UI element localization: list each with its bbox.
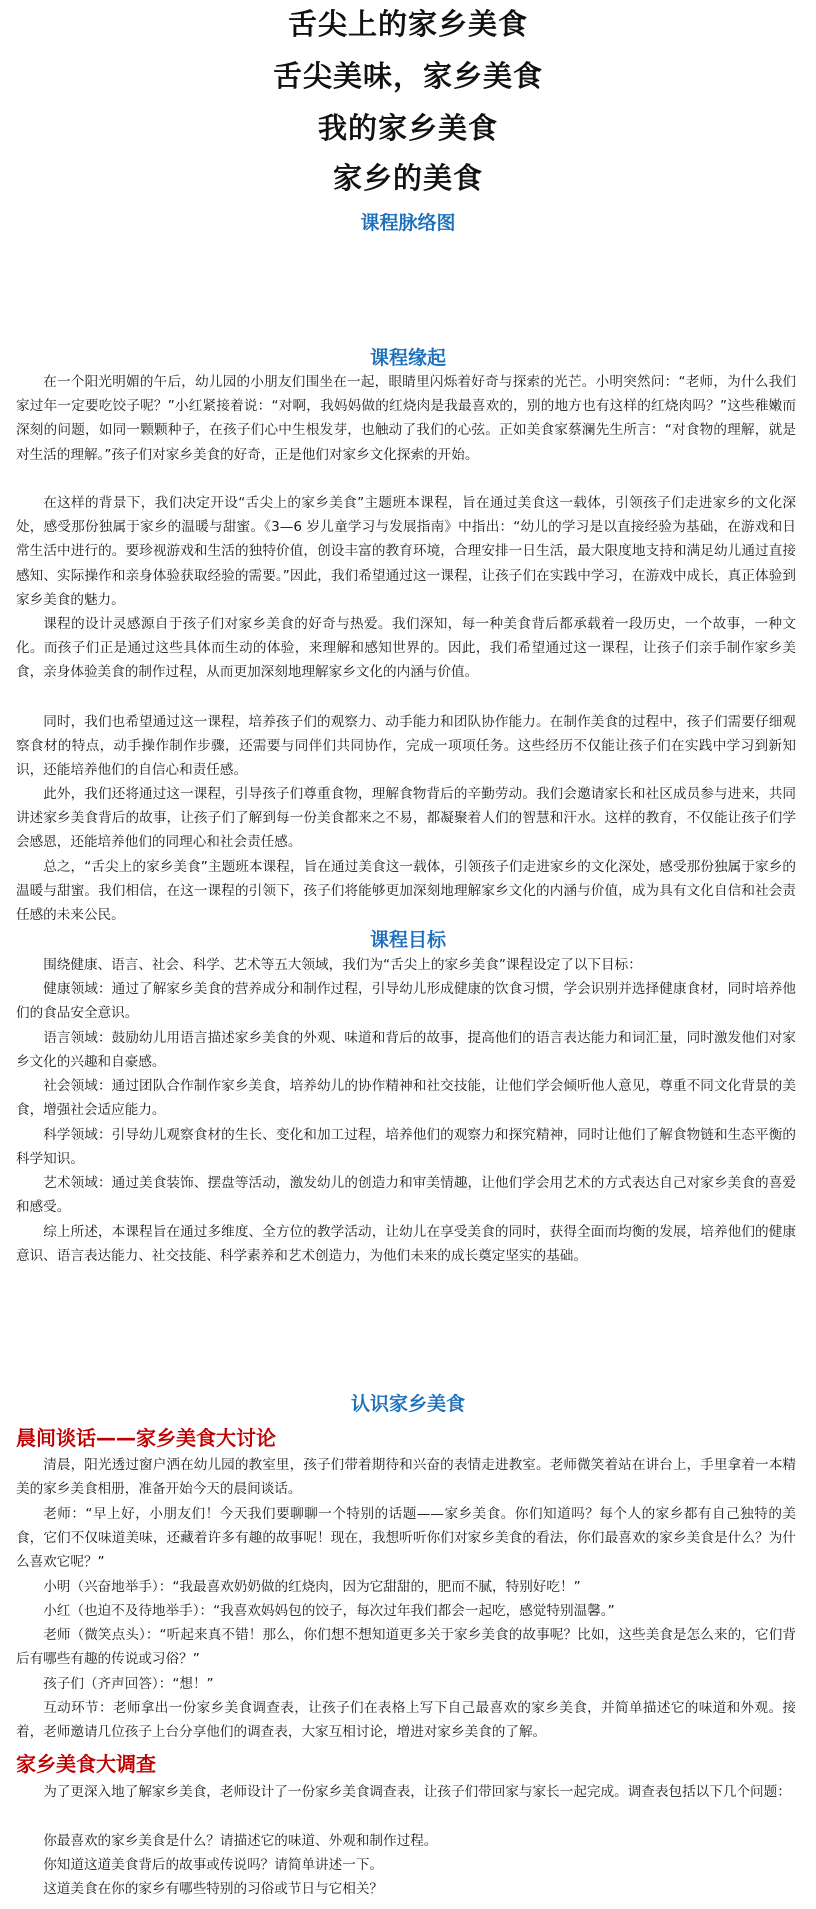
origin-paragraph-1: 在一个阳光明媚的午后，幼儿园的小朋友们围坐在一起，眼睛里闪烁着好奇与探索的光芒。小明突然问：“老师，为什么我们家过年一定要吃饺子呢？”小红紧接着说：“对啊，我妈妈做的红烧肉是我最喜欢的，别的地方也有这样的红烧肉吗？”这些稚嫩而深刻的问题，如同一颗颗种子，在孩子们心中生根发芽，也触动了我们的心弦。正如美食家蔡澜先生所言：“对食物的理解，就是对生活的理解。”孩子们对家乡美食的好奇，正是他们对家乡文化探索的开始。 [16,374,796,463]
course-map-heading: 课程脉络图 [360,212,456,234]
morning-talk-teacher-2: 老师（微笑点头）：“听起来真不错！那么，你们想不想知道更多关于家乡美食的故事呢？比如，这些美食是怎么来的，它们背后有哪些有趣的传说或习俗？” [16,1627,796,1668]
goal-science: 科学领域：引导幼儿观察食材的生长、变化和加工过程，培养他们的观察力和探究精神，同时让他们了解食物链和生态平衡的科学知识。 [16,1127,796,1168]
origin-paragraph-5: 此外，我们还将通过这一课程，引导孩子们尊重食物，理解食物背后的辛勤劳动。我们会邀请家长和社区成员参与进来，共同讲述家乡美食背后的故事，让孩子们了解到每一份美食都来之不易，都凝聚着人们的智慧和汗水。这样的教育，不仅能让孩子们学会感恩，还能培养他们的同理心和社会责任感。 [16,786,796,851]
survey-question-2: 你知道这道美食背后的故事或传说吗？请简单讲述一下。 [43,1857,384,1873]
survey-heading: 家乡美食大调查 [16,1752,156,1776]
goal-art: 艺术领域：通过美食装饰、摆盘等活动，激发幼儿的创造力和审美情趣，让他们学会用艺术的方式表达自己对家乡美食的喜爱和感受。 [16,1175,796,1216]
course-goals-heading: 课程目标 [369,929,446,951]
goal-health: 健康领域：通过了解家乡美食的营养成分和制作过程，引导幼儿形成健康的饮食习惯，学会识别并选择健康食材，同时培养他们的食品安全意识。 [16,981,796,1022]
morning-talk-xiaohong: 小红（也迫不及待地举手）：“我喜欢妈妈包的饺子，每次过年我们都会一起吃，感觉特别温馨。” [43,1603,615,1619]
main-title: 舌尖上的家乡美食 [287,7,528,41]
know-hometown-food-heading: 认识家乡美食 [350,1393,465,1415]
goal-language: 语言领域：鼓励幼儿用语言描述家乡美食的外观、味道和背后的故事，提高他们的语言表达能力和词汇量，同时激发他们对家乡文化的兴趣和自豪感。 [16,1030,796,1071]
origin-paragraph-6: 总之，“舌尖上的家乡美食”主题班本课程，旨在通过美食这一载体，引领孩子们走进家乡的文化深处，感受那份独属于家乡的温暖与甜蜜。我们相信，在这一课程的引领下，孩子们将能够更加深刻地理解家乡文化的内涵与价值，成为具有文化自信和社会责任感的未来公民。 [16,859,796,924]
subtitle-2: 我的家乡美食 [317,111,498,145]
survey-question-3: 这道美食在你的家乡有哪些特别的习俗或节日与它相关？ [43,1881,384,1897]
morning-talk-xiaoming: 小明（兴奋地举手）：“我最喜欢奶奶做的红烧肉，因为它甜甜的，肥而不腻，特别好吃！” [43,1579,581,1595]
survey-question-1: 你最喜欢的家乡美食是什么？请描述它的味道、外观和制作过程。 [43,1833,438,1849]
goals-intro: 围绕健康、语言、社会、科学、艺术等五大领域，我们为“舌尖上的家乡美食”课程设定了以下目标： [43,957,642,973]
morning-talk-interaction: 互动环节：老师拿出一份家乡美食调查表，让孩子们在表格上写下自己最喜欢的家乡美食，并简单描述它的味道和外观。接着，老师邀请几位孩子上台分享他们的调查表，大家互相讨论，增进对家乡美食的了解。 [16,1700,796,1741]
origin-paragraph-2: 在这样的背景下，我们决定开设“舌尖上的家乡美食”主题班本课程，旨在通过美食这一载体，引领孩子们走进家乡的文化深处，感受那份独属于家乡的温暖与甜蜜。《3—6 岁儿童学习与发展指南》中指出：“幼儿的学习是以直接经验为基础，在游戏和日常生活中进行的。要珍视游戏和生活的独特价值，创设丰富的教育环境，合理安排一日生活，最大限度地支持和满足幼儿通过直接感知、实际操作和亲身体验获取经验的需要。”因此，我们希望通过这一课程，让孩子们在实践中学习，在游戏中成长，真正体验到家乡美食的魅力。 [16,495,796,608]
morning-talk-heading: 晨间谈话——家乡美食大讨论 [16,1426,276,1450]
goals-summary: 综上所述，本课程旨在通过多维度、全方位的教学活动，让幼儿在享受美食的同时，获得全面而均衡的发展，培养他们的健康意识、语言表达能力、社交技能、科学素养和艺术创造力，为他们未来的成长奠定坚实的基础。 [16,1224,796,1265]
course-origin-heading: 课程缘起 [369,347,446,369]
morning-talk-teacher: 老师：“早上好，小朋友们！今天我们要聊聊一个特别的话题——家乡美食。你们知道吗？每个人的家乡都有自己独特的美食，它们不仅味道美味，还藏着许多有趣的故事呢！现在，我想听听你们对家乡美食的看法，你们最喜欢的家乡美食是什么？为什么喜欢它呢？” [16,1506,796,1571]
morning-talk-children: 孩子们（齐声回答）：“想！” [43,1676,214,1692]
origin-paragraph-3: 课程的设计灵感源自于孩子们对家乡美食的好奇与热爱。我们深知，每一种美食背后都承载着一段历史，一个故事，一种文化。而孩子们正是通过这些具体而生动的体验，来理解和感知世界的。因此，我们希望通过这一课程，让孩子们亲手制作家乡美食，亲身体验美食的制作过程，从而更加深刻地理解家乡文化的内涵与价值。 [16,616,796,681]
subtitle-3: 家乡的美食 [332,161,483,195]
morning-talk-paragraph-1: 清晨，阳光透过窗户洒在幼儿园的教室里，孩子们带着期待和兴奋的表情走进教室。老师微笑着站在讲台上，手里拿着一本精美的家乡美食相册，准备开始今天的晨间谈话。 [16,1457,796,1498]
goal-social: 社会领域：通过团队合作制作家乡美食，培养幼儿的协作精神和社交技能，让他们学会倾听他人意见，尊重不同文化背景的美食，增强社会适应能力。 [16,1078,796,1119]
survey-intro: 为了更深入地了解家乡美食，老师设计了一份家乡美食调查表，让孩子们带回家与家长一起完成。调查表包括以下几个问题： [43,1784,791,1800]
origin-paragraph-4: 同时，我们也希望通过这一课程，培养孩子们的观察力、动手能力和团队协作能力。在制作美食的过程中，孩子们需要仔细观察食材的特点，动手操作制作步骤，还需要与同伴们共同协作，完成一项项任务。这些经历不仅能让孩子们在实践中学习到新知识，还能培养他们的自信心和责任感。 [16,714,796,779]
subtitle-1: 舌尖美味，家乡美食 [272,59,543,93]
